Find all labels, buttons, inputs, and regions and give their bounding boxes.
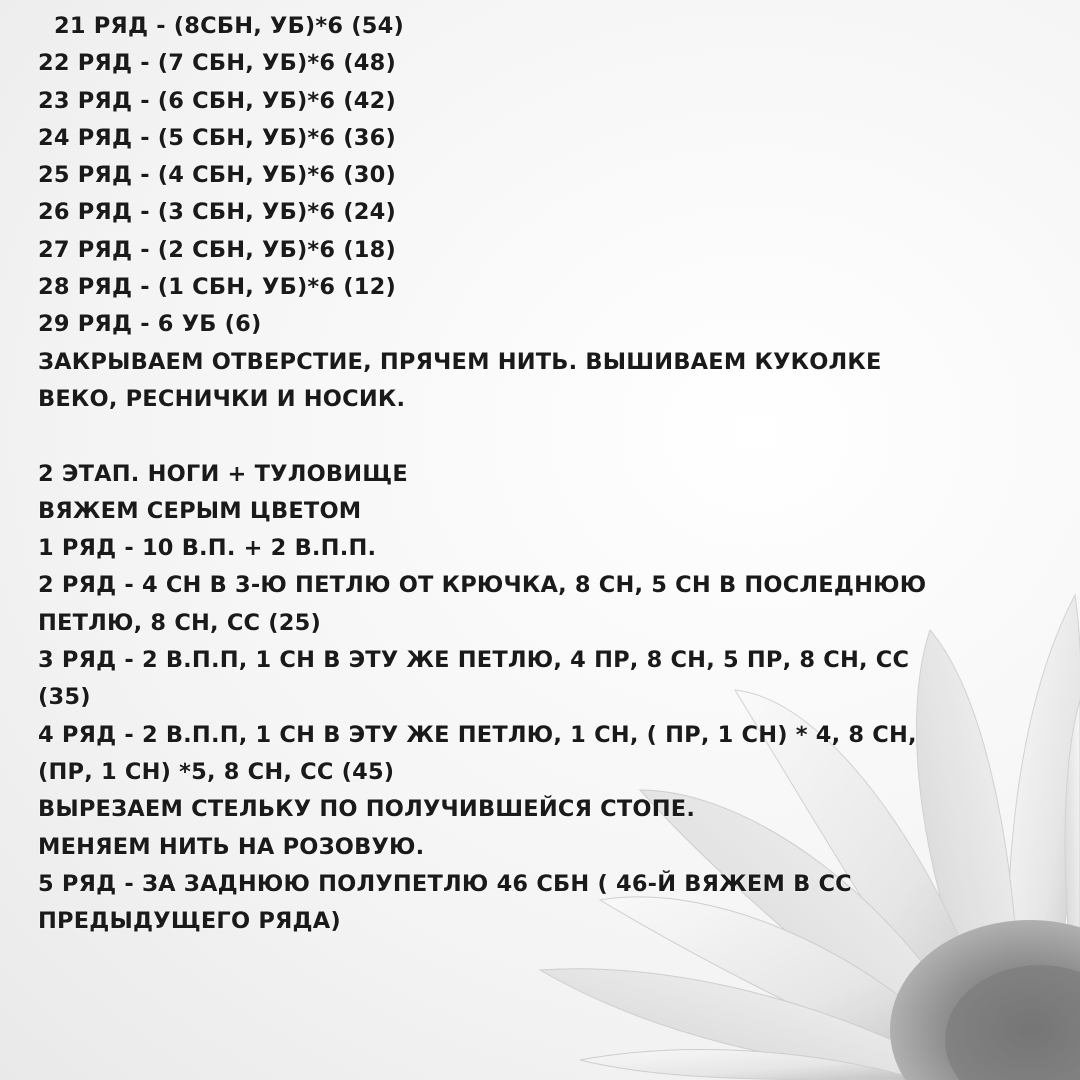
stage-2-row-4-line-1: 4 РЯД - 2 В.П.П, 1 СН В ЭТУ ЖЕ ПЕТЛЮ, 1 СН, ( ПР, 1 СН) * 4, 8 СН, bbox=[38, 721, 917, 748]
row-27-line: 27 РЯД - (2 СБН, УБ)*6 (18) bbox=[38, 236, 396, 263]
row-24-line: 24 РЯД - (5 СБН, УБ)*6 (36) bbox=[38, 124, 396, 151]
stage-2-heading: 2 ЭТАП. НОГИ + ТУЛОВИЩЕ bbox=[38, 460, 408, 487]
row-29-line: 29 РЯД - 6 УБ (6) bbox=[38, 311, 262, 338]
row-23-line: 23 РЯД - (6 СБН, УБ)*6 (42) bbox=[38, 87, 396, 114]
stage-2-row-3-line-2: (35) bbox=[38, 684, 91, 711]
closing-instruction-line-2: ВЕКО, РЕСНИЧКИ И НОСИК. bbox=[38, 385, 406, 412]
stage-2-row-5-line-2: ПРЕДЫДУЩЕГО РЯДА) bbox=[38, 908, 341, 935]
row-25-line: 25 РЯД - (4 СБН, УБ)*6 (30) bbox=[38, 162, 396, 189]
row-21-line: 21 РЯД - (8СБН, УБ)*6 (54) bbox=[54, 13, 404, 39]
insole-instruction: ВЫРЕЗАЕМ СТЕЛЬКУ ПО ПОЛУЧИВШЕЙСЯ СТОПЕ. bbox=[38, 796, 696, 823]
blank-line bbox=[38, 418, 1038, 455]
stage-2-row-4-line-2: (ПР, 1 СН) *5, 8 СН, СС (45) bbox=[38, 758, 395, 785]
thread-change-instruction: МЕНЯЕМ НИТЬ НА РОЗОВУЮ. bbox=[38, 833, 425, 860]
stage-2-row-1-line: 1 РЯД - 10 В.П. + 2 В.П.П. bbox=[38, 535, 377, 562]
stage-2-row-3-line-1: 3 РЯД - 2 В.П.П, 1 СН В ЭТУ ЖЕ ПЕТЛЮ, 4 ПР, 8 СН, 5 ПР, 8 СН, СС bbox=[38, 647, 910, 674]
stage-2-row-2-line-2: ПЕТЛЮ, 8 СН, СС (25) bbox=[38, 609, 321, 636]
stage-2-color-note: ВЯЖЕМ СЕРЫМ ЦВЕТОМ bbox=[38, 497, 362, 524]
row-22-line: 22 РЯД - (7 СБН, УБ)*6 (48) bbox=[38, 50, 396, 77]
stage-2-row-5-line-1: 5 РЯД - ЗА ЗАДНЮЮ ПОЛУПЕТЛЮ 46 СБН ( 46-Й ВЯЖЕМ В СС bbox=[38, 870, 852, 897]
pattern-instructions bbox=[38, 8, 1038, 940]
closing-instruction-line-1: ЗАКРЫВАЕМ ОТВЕРСТИЕ, ПРЯЧЕМ НИТЬ. ВЫШИВАЕМ КУКОЛКЕ bbox=[38, 348, 882, 375]
row-28-line: 28 РЯД - (1 СБН, УБ)*6 (12) bbox=[38, 274, 396, 301]
stage-2-row-2-line-1: 2 РЯД - 4 СН В 3-Ю ПЕТЛЮ ОТ КРЮЧКА, 8 СН, 5 СН В ПОСЛЕДНЮЮ bbox=[38, 572, 927, 599]
row-26-line: 26 РЯД - (3 СБН, УБ)*6 (24) bbox=[38, 199, 396, 226]
